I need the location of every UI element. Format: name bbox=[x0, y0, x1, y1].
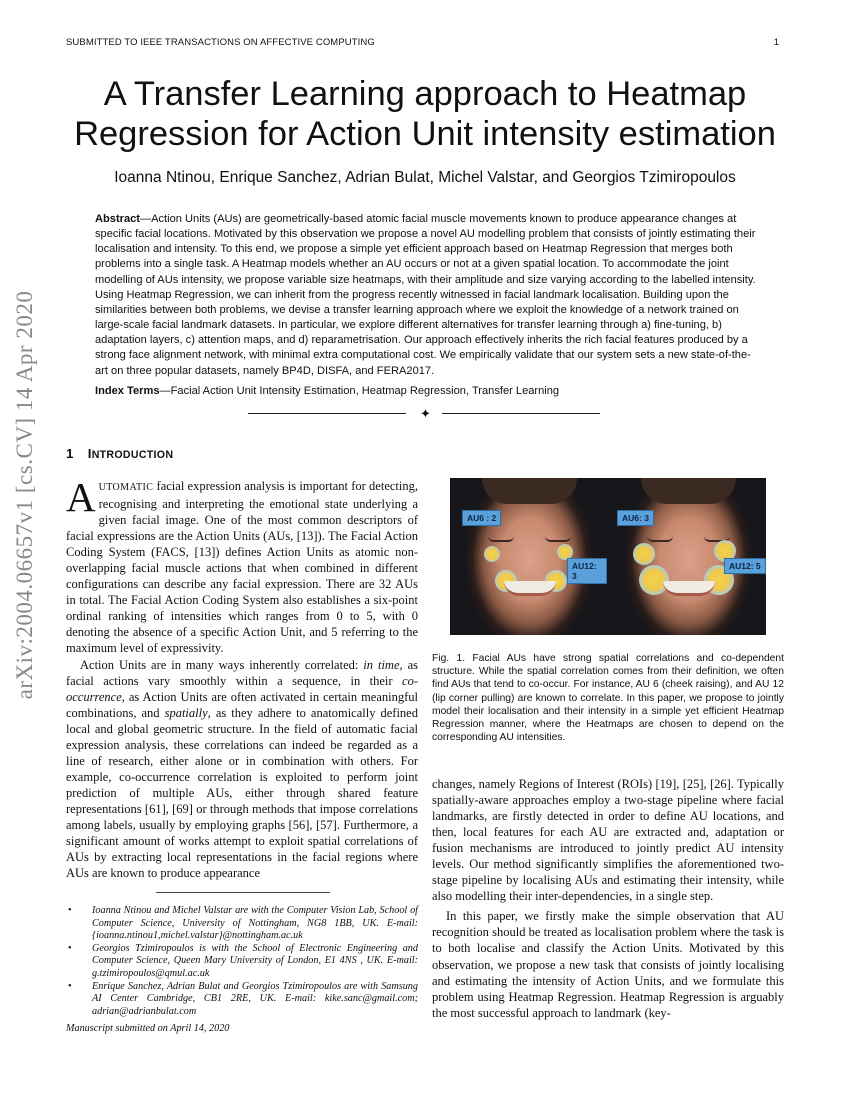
p2-text-a: Action Units are in many ways inherently correlated: bbox=[80, 657, 364, 672]
running-head: SUBMITTED TO IEEE TRANSACTIONS ON AFFECTIVE COMPUTING bbox=[66, 37, 375, 48]
bullet-icon: • bbox=[68, 942, 72, 954]
section-heading-introduction bbox=[66, 446, 173, 461]
section-title-initial: I bbox=[87, 446, 92, 461]
footnote-text: Ioanna Ntinou and Michel Valstar are with the Computer Vision Lab, School of Computer Science, University of Nottingham, NG8 1BB, UK. E-mail: {ioanna.ntinou1,michel.valstar}@nottingham.ac.uk bbox=[92, 905, 418, 942]
arxiv-identifier-stamp: arXiv:2004.06657v1 [cs.CV] 14 Apr 2020 bbox=[12, 290, 37, 700]
p2-emphasis-in-time: in time bbox=[363, 657, 400, 672]
hair bbox=[641, 478, 736, 504]
footnote-text: Enrique Sanchez, Adrian Bulat and Georgios Tzimiropoulos are with Samsung AI Center Cambridge, CB1 2RE, UK. E-mail: kike.sanc@gmail.com; adrian@adrianbulat.com bbox=[92, 980, 418, 1017]
footnote-rule bbox=[156, 892, 330, 893]
right-column bbox=[432, 776, 784, 1021]
index-terms-label: Index Terms bbox=[95, 385, 160, 397]
left-column bbox=[66, 474, 418, 881]
figure-1-au-heatmaps bbox=[450, 478, 766, 635]
first-word-smallcaps: UTOMATIC bbox=[98, 482, 154, 493]
mouth bbox=[504, 581, 556, 596]
affiliation-footnotes bbox=[66, 905, 418, 1036]
heatmap-au12-left bbox=[639, 565, 669, 595]
section-divider bbox=[248, 406, 600, 421]
au6-intensity-label: AU6 : 2 bbox=[462, 510, 501, 526]
divider-line-left bbox=[248, 413, 406, 414]
manuscript-note: Manuscript submitted on April 14, 2020 bbox=[66, 1023, 230, 1035]
intro-p1-text: facial expression analysis is important for detecting, recognising and interpreting the emotional state underlying a given facial image. One of the most common descriptors of facial expressions are the Action Units (AUs, [13]). The Facial Action Coding System (FACS, [13]) defines Action Units as atomic non-overlapping facial muscle actions that when combined in different configurations can describe any facial expression. There are 32 AUs in total. The Facial Action Coding System also establishes a six-point ordinal ranking of intensities which ranges from 0 to 5, with 0 denoting the absence of a specific Action Unit, and 5 referring to the maximum level of expressivity. bbox=[66, 479, 418, 656]
p2-text-d: , as they adhere to anatomically defined local and global geometric structure. In the field of automatic facial expression analysis, these correlations can indeed be regarded as a line of research, either alone or in combination with others. For example, co-occurrence correlation is exploited to perform joint prediction of multiple AUs, either through shared feature representations [61], [69] or through methods that impose correlations among labels, usually by employing graphs [56], [57]. Furthermore, a significant amount of works attempt to exploit spatial correlations of AUs by extracting local representations in the facial regions where AUs are known to produce appearance bbox=[66, 705, 418, 881]
au6-intensity-label: AU6: 3 bbox=[617, 510, 654, 526]
bullet-icon: • bbox=[68, 905, 72, 916]
index-terms-text: —Facial Action Unit Intensity Estimation, Heatmap Regression, Transfer Learning bbox=[159, 385, 560, 397]
p2-emphasis-spatially: spatially bbox=[164, 705, 208, 720]
page-number: 1 bbox=[773, 37, 779, 48]
section-number: 1 bbox=[66, 446, 74, 461]
intro-paragraph-2 bbox=[66, 657, 418, 882]
footnote-item bbox=[66, 981, 418, 1019]
author-list: Ioanna Ntinou, Enrique Sanchez, Adrian Bulat, Michel Valstar, and Georgios Tzimiropoulos bbox=[114, 169, 736, 186]
face-image-left bbox=[452, 478, 607, 635]
footnote-item bbox=[66, 905, 418, 943]
right-paragraph-1: changes, namely Regions of Interest (ROIs) [19], [25], [26]. Typically spatially-aware approaches employ a two-stage pipeline where facial landmarks, are firstly detected in order to define AU locations, and then, local features for each AU are extracted and, adaptation or fusion mechanisms are introduced to jointly predict AU intensity levels. Our method significantly simplifies the aforementioned two-stage pipeline by localising AUs and estimating their intensity, while also modelling their inter-dependencies, in a single step. bbox=[432, 777, 784, 904]
bullet-icon: • bbox=[68, 980, 72, 992]
intro-paragraph-1 bbox=[66, 474, 418, 657]
abstract-label: Abstract bbox=[95, 213, 141, 225]
footnote-text: Georgios Tzimiropoulos is with the School of Electronic Engineering and Computer Science, Queen Mary University of London, E1 4NS , UK. E-mail: g.tzimiropoulos@qmul.ac.uk bbox=[92, 942, 418, 979]
diamond-ornament-icon: ✦ bbox=[420, 406, 431, 421]
abstract-text: —Action Units (AUs) are geometrically-based atomic facial muscle movements known to produce appearance changes at specific facial locations. Motivated by this observation we propose a novel AU modelling problem that consists of jointly estimating their localisation and intensity. To this end, we propose a simple yet efficient approach based on Heatmap Regression that merges both problems into a single task. A Heatmap models whether an AU occurs or not at a given spatial location. To accommodate the joint modelling of AUs intensity, we propose variable size heatmaps, with their amplitude and size varying according to the labelled intensity. Using Heatmap Regression, we can inherit from the progress recently witnessed in facial landmark localisation. Building upon the similarities between both problems, we devise a transfer learning approach where we exploit the knowledge of a network trained on large-scale facial landmark datasets. In particular, we explore different alternatives for transfer learning through a) fine-tuning, b) adaptation layers, c) attention maps, and d) reparametrisation. Our approach effectively inherits the rich facial features produced by a strong face alignment network, with minimal extra computational cost. We empirically validate that our system sets a new state-of-the-art on three popular datasets, namely BP4D, DISFA, and FERA2017. bbox=[95, 213, 756, 377]
au12-intensity-label: AU12: 3 bbox=[567, 558, 607, 584]
right-paragraph-2: In this paper, we firstly make the simple observation that AU recognition should be treated as localisation problem where the task is to both localise and classify the Action Units. Motivated by this observation, we propose a new task that consists of jointly localising and estimating the intensity of Action Units, and we formulate this problem using Heatmap Regression. Heatmap Regression is arguably the most successful approach to landmark (key- bbox=[432, 909, 784, 1020]
abstract bbox=[95, 212, 757, 379]
figure-1-caption: Fig. 1. Facial AUs have strong spatial correlations and co-dependent structure. While the spatial correlation comes from their definition, we often find AUs that tend to co-occur. For instance, AU 6 (cheek raising), and AU 12 (lip corner pulling) are known to correlate. In this paper, we propose to jointly model their localisation and their intensity in a simple yet efficient Heatmap Regression manner, where the Heatmaps are chosen to depend on the corresponding AU intensities. bbox=[432, 653, 784, 744]
eye-left bbox=[647, 536, 673, 542]
divider-line-right bbox=[442, 413, 600, 414]
mouth bbox=[663, 581, 715, 596]
section-title-rest: NTRODUCTION bbox=[91, 449, 174, 461]
title-line-2: Regression for Action Unit intensity estimation bbox=[74, 115, 776, 153]
drop-cap: A bbox=[66, 474, 96, 520]
heatmap-au6-left bbox=[633, 543, 655, 565]
face-image-right bbox=[611, 478, 766, 635]
p2-text-b: , as facial actions vary smoothly within a sequence, in their bbox=[66, 657, 418, 688]
index-terms bbox=[95, 385, 757, 397]
title-line-1: A Transfer Learning approach to Heatmap bbox=[103, 75, 747, 113]
hair bbox=[482, 478, 577, 504]
paper-title bbox=[0, 74, 850, 154]
au12-intensity-label: AU12: 5 bbox=[724, 558, 766, 574]
p2-text-c: , as Action Units are often activated in certain meaningful combinations, and bbox=[66, 689, 418, 720]
eye-left bbox=[488, 536, 514, 542]
p2-emphasis-co-occurrence: co-occurrence bbox=[66, 673, 418, 704]
footnote-item bbox=[66, 943, 418, 981]
eye-right bbox=[545, 536, 571, 542]
heatmap-au6-left bbox=[484, 546, 500, 562]
